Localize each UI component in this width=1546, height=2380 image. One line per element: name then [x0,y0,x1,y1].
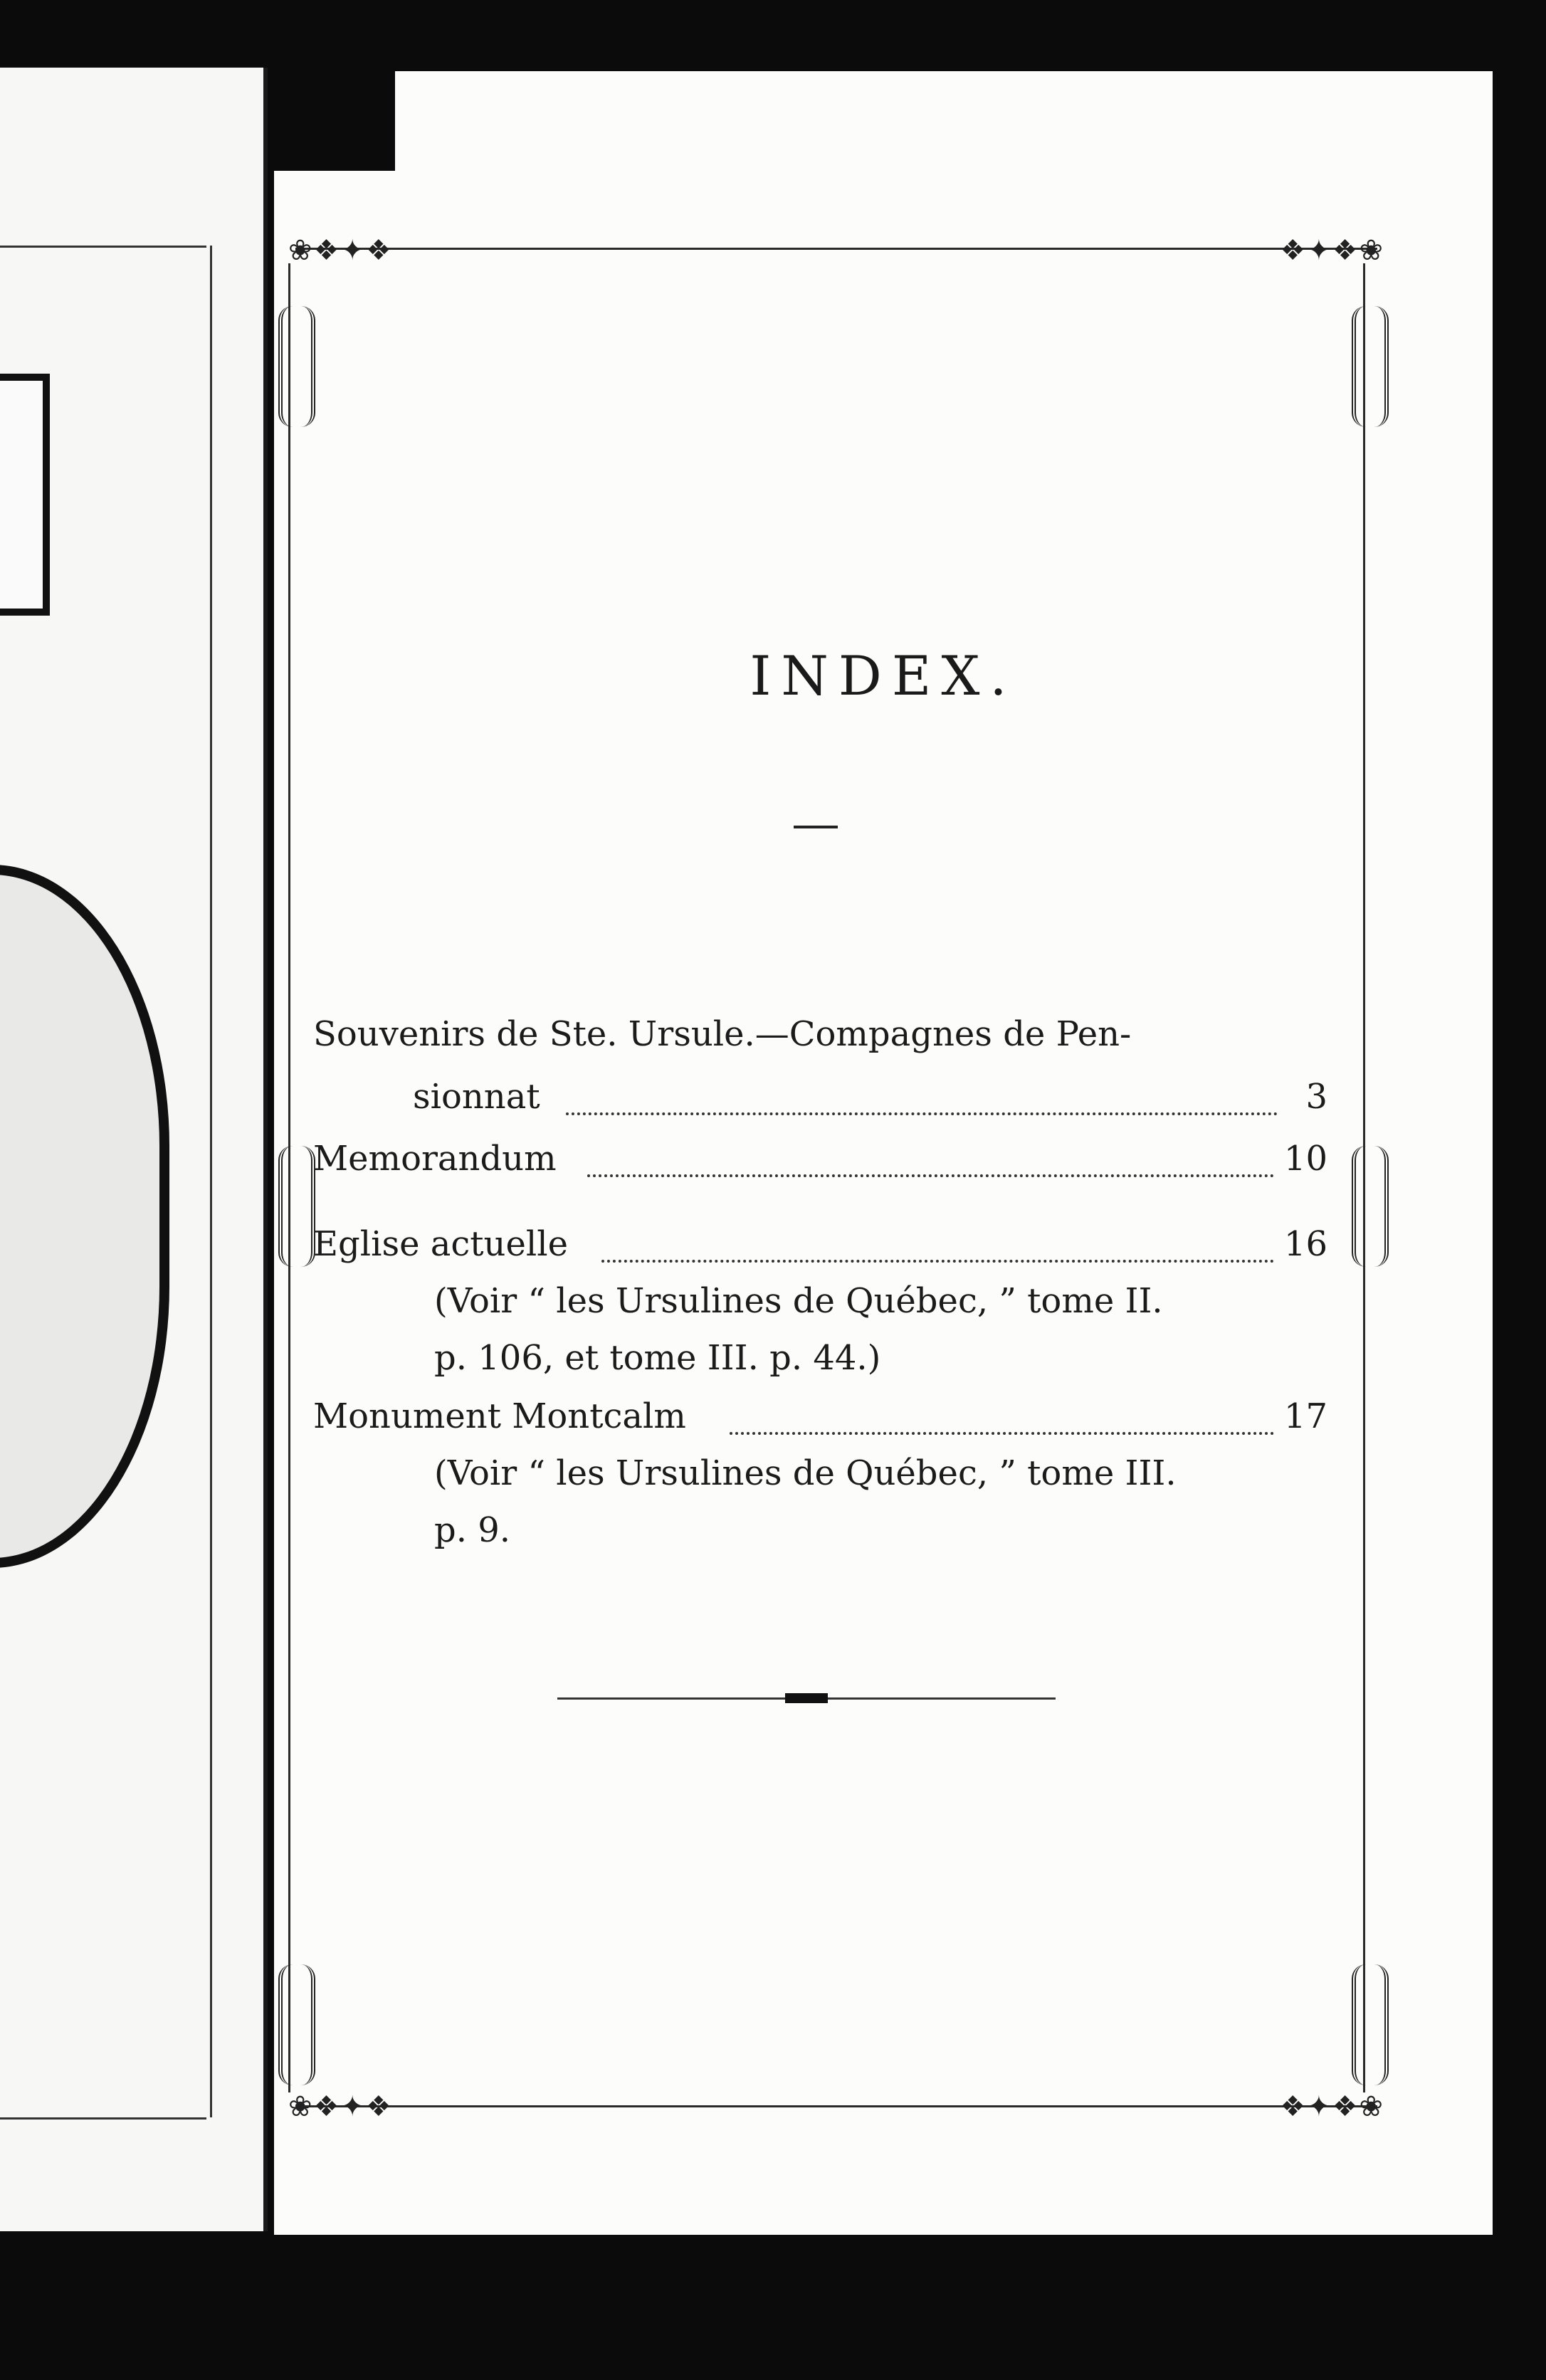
left-frame-right-rule [210,246,212,2117]
entry-note-continued: p. 9. [434,1510,511,1550]
closing-rule-ornament [785,1693,828,1703]
entry-note: (Voir “ les Ursulines de Québec, ” tome II. [434,1281,1163,1321]
adjoining-left-page [0,68,268,2231]
left-frame-bottom-rule [0,2117,206,2120]
dot-leader [587,1174,1274,1177]
entry-title-continued: sionnat [413,1077,540,1117]
ornament-bottom-right-icon: ❖✦❖❀ [1280,2090,1384,2123]
entry-title: Eglise actuelle [313,1224,568,1264]
dot-leader [730,1432,1274,1435]
entry-title: Memorandum [313,1139,557,1179]
dot-leader [566,1112,1278,1115]
left-frame-top-rule [0,246,206,248]
entry-note-continued: p. 106, et tome III. p. 44.) [434,1338,881,1378]
left-plate-frame [0,374,50,616]
title-dash [794,826,838,828]
dot-leader [601,1260,1274,1263]
entry-page-number: 17 [1283,1396,1327,1436]
entry-page-number: 3 [1305,1077,1327,1117]
ornament-bottom-left-icon: ❀❖✦❖ [288,2090,393,2123]
entry-title: Monument Montcalm [313,1396,686,1436]
ornament-top-left-icon: ❀❖✦❖ [288,234,393,267]
page-title: INDEX. [750,644,1017,707]
entry-title: Souvenirs de Ste. Ursule.—Compagnes de Pen- [313,1014,1132,1054]
entry-page-number: 10 [1283,1139,1327,1179]
entry-note: (Voir “ les Ursulines de Québec, ” tome III. [434,1453,1177,1493]
index-content [274,71,1493,2235]
ornament-top-right-icon: ❖✦❖❀ [1280,234,1384,267]
left-oval-plate [0,865,169,1568]
entry-page-number: 16 [1283,1224,1327,1264]
index-page [274,71,1493,2235]
